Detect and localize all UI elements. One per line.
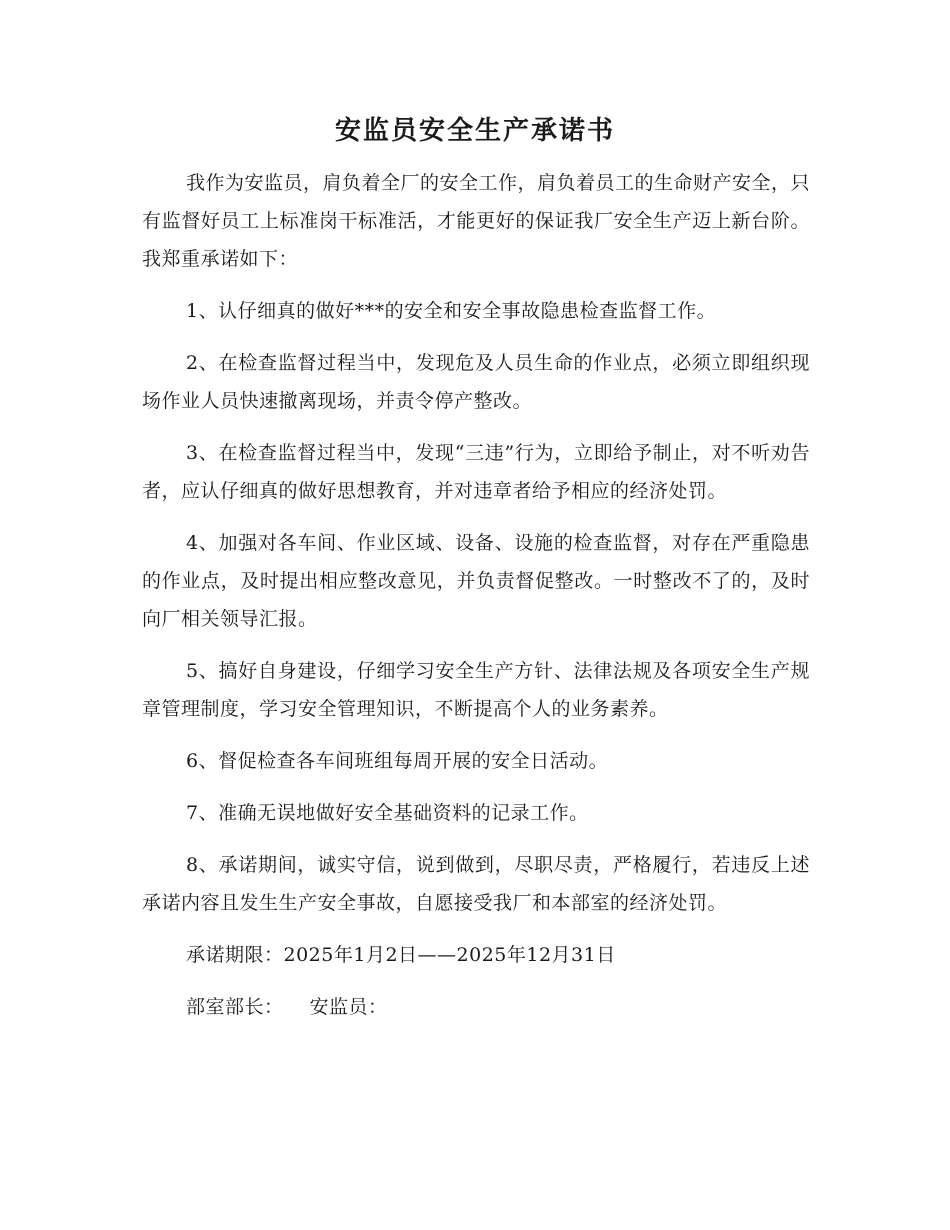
commitment-item-6: 6、督促检查各车间班组每周开展的安全日活动。 xyxy=(186,750,609,772)
commitment-item-8: 8、承诺期间，诚实守信，说到做到，尽职尽责，严格履行，若违反上述承诺内容且发生生产安全事故，自愿接受我厂和本部室的经济处罚。 xyxy=(142,854,810,914)
safety-officer-signature-label: 安监员： xyxy=(309,996,388,1018)
commitment-item-4: 4、加强对各车间、作业区域、设备、设施的检查监督，对存在严重隐患的作业点，及时提出相应整改意见，并负责督促整改。一时整改不了的，及时向厂相关领导汇报。 xyxy=(142,532,810,630)
commitment-item-3: 3、在检查监督过程当中，发现“三违”行为，立即给予制止，对不听劝告者，应认仔细真的做好思想教育，并对违章者给予相应的经济处罚。 xyxy=(142,442,810,502)
document-body xyxy=(142,164,810,1026)
document-title: 安监员安全生产承诺书 xyxy=(334,116,615,146)
commitment-item-1: 1、认仔细真的做好***的安全和安全事故隐患检查监督工作。 xyxy=(186,300,717,322)
intro-paragraph: 我作为安监员，肩负着全厂的安全工作，肩负着员工的生命财产安全，只有监督好员工上标准岗干标准活，才能更好的保证我厂安全生产迈上新台阶。我郑重承诺如下： xyxy=(142,172,811,270)
commitment-term: 承诺期限：2025年1月2日——2025年12月31日 xyxy=(186,944,616,966)
commitment-item-5: 5、搞好自身建设，仔细学习安全生产方针、法律法规及各项安全生产规章管理制度，学习安全管理知识，不断提高个人的业务素养。 xyxy=(142,660,810,720)
department-head-signature-label: 部室部长： xyxy=(186,996,284,1018)
commitment-item-7: 7、准确无误地做好安全基础资料的记录工作。 xyxy=(186,802,589,824)
commitment-item-2: 2、在检查监督过程当中，发现危及人员生命的作业点，必须立即组织现场作业人员快速撤离现场，并责令停产整改。 xyxy=(142,352,810,412)
signature-row xyxy=(142,988,810,1026)
